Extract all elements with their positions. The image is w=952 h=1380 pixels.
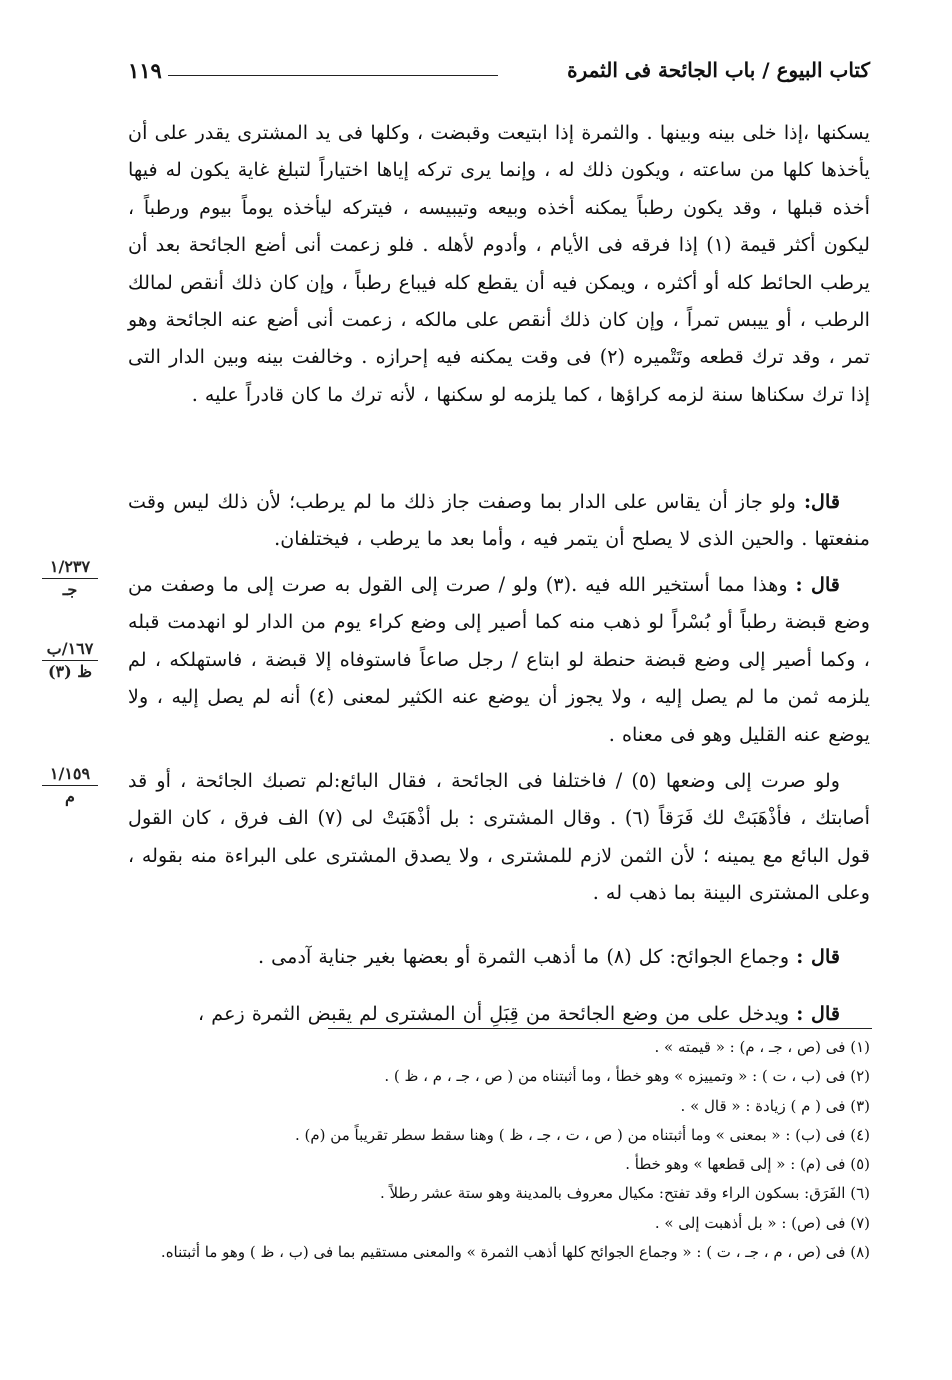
paragraph-5-label: قال : (796, 945, 840, 968)
paragraph-5-text: وجماع الجوائح: كل (٨) ما أذهب الثمرة أو بعضها بغير جناية آدمى . (257, 945, 797, 968)
footnote-2: (٢) فى (ب ، ت ) : « وتمييزه » وهو خطأ ، وما أثبتناه من ( ص ، جـ ، م ، ظ ) . (384, 1067, 870, 1086)
footnote-7: (٧) فى (ص) : « بل أذهبت إلى » . (654, 1213, 870, 1232)
paragraph-3-text: وهذا مما أستخير الله فيه .(٣) ولو / صرت إلى القول به صرت إلى ما وصفت من وضع قبضة رطباً أو بُسْراً لو ذهب منه كما أصير إلى وضع كراء يوم من الدار لو انهدمت قبله ، وكما أصير إلى وضع قبضة حنطة لو ابتاع / رجل صاعاً فاستوفاه إلا قبضة ، فاستهلكه ، لم يلزمه ثمن ما لم يصل إليه ، ولا يجوز أن يوضع عنه الكثير لمعنى (٤) أنه لم يصل إليه ، ولا يوضع عنه القليل وهو فى معناه . (128, 573, 870, 746)
margin-ref-2-top: ١٦٧/ب (46, 639, 94, 658)
margin-ref-3-bottom: م (65, 787, 75, 806)
margin-ref-1-top: ١/٢٣٧ (49, 557, 91, 576)
footnote-4: (٤) فى (ب) : « بمعنى » وما أثبتناه من ( ص ، ت ، جـ ، ظ ) وهنا سقط سطر تقريباً من (م) . (295, 1125, 870, 1144)
paragraph-2-label: قال: (803, 490, 840, 513)
paragraph-2 (128, 483, 870, 558)
margin-ref-3 (38, 765, 102, 806)
paragraph-3-label: قال : (795, 573, 840, 596)
footnotes (128, 1033, 870, 1264)
footnote-8: (٨) فى (ص ، م ، جـ ، ت ) : « وجماع الجوائح كلها أذهب الثمرة » والمعنى مستقيم بما فى (ب ، ظ ) وهو ما أثبتناه. (160, 1243, 870, 1262)
page-number: ١١٩ (128, 58, 162, 83)
paragraph-1-text: يسكنها ،إذا خلى بينه وبينها . والثمرة إذا ابتيعت وقبضت ، وكلها فى يد المشترى يقدر على أن يأخذها كلها من ساعته ، ويكون ذلك له ، وإنما يرى تركه إياها اختياراً لتبلغ غاية يكون له فيها أخذه قبلها ، وقد يكون رطباً يمكنه أخذه وبيعه وتيبيسه ، فيتركه ليأخذه يوماً بيوم ورطباً ، ليكون أكثر قيمة (١) إذا فرقه فى الأيام ، وأدوم لأهله . فلو زعمت أنى أضع الجائحة بعد أن يرطب الحائط كله أو أكثره ، ويمكن فيه أن يقطع كله فيباع رطباً ، وإن كان ذلك أنقص لمالك الرطب ، أو ييبس تمراً ، وإن كان ذلك أنقص على مالكه ، زعمت أنى أضع عنه الجائحة وهو تمر ، وقد ترك قطعه وتَتْميره (٢) فى وقت يمكنه فيه إحرازه . وخالفت بينه وبين الدار التى إذا ترك سكناها سنة لزمه كراؤها ، كما يلزمه لو سكنها ، لأنه ترك ما كان قادراً عليه . (128, 121, 870, 406)
paragraph-6 (128, 995, 870, 1032)
footnote-5: (٥) فى (م) : « إلى قطعها » وهو خطأ . (625, 1155, 870, 1174)
footnote-1: (١) فى (ص ، جـ ، م) : « قيمته » . (654, 1038, 870, 1056)
margin-ref-2-rule (42, 660, 98, 661)
paragraph-2-text: ولو جاز أن يقاس على الدار بما وصفت جاز ذلك ما لم يرطب؛ لأن ذلك ليس وقت منفعتها . والحين الذى لا يصلح أن يتمر فيه ، وأما بعد ما يرطب ، فيختلفان. (128, 490, 870, 551)
margin-ref-3-top: ١/١٥٩ (49, 764, 91, 783)
footnote-6: (٦) الفَرَق: بسكون الراء وقد تفتح: مكيال معروف بالمدينة وهو ستة عشر رطلاً . (379, 1184, 870, 1203)
paragraph-3 (128, 566, 870, 753)
margin-ref-3-rule (42, 785, 98, 786)
paragraph-5 (128, 938, 870, 975)
paragraph-6-text: ويدخل على من وضع الجائحة من قِبَلِ أن المشترى لم يقبض الثمرة زعم ، (198, 1002, 797, 1025)
header-title: كتاب البيوع / باب الجائحة فى الثمرة (567, 58, 870, 82)
footnote-separator (328, 1028, 872, 1029)
paragraph-4-text: ولو صرت إلى وضعها (٥) / فاختلفا فى الجائحة ، فقال البائع:لم تصبك الجائحة ، أو قد أصابتك ، فأذْهَبَتْ لك فَرَقاً (٦) . وقال المشترى : بل أذْهَبَتْ لى (٧) الف فرق ، كان القول قول البائع مع يمينه ؛ لأن الثمن لازم للمشترى ، ولا يصدق المشترى على البراءة منه بقوله ، وعلى المشترى البينة بما ذهب له . (128, 769, 871, 905)
margin-ref-1 (38, 558, 102, 599)
margin-ref-1-rule (42, 578, 98, 579)
footnote-3: (٣) فى ( م ) زيادة : « قال » . (680, 1096, 870, 1115)
running-header (128, 58, 870, 92)
paragraph-1 (128, 114, 870, 413)
margin-ref-2 (38, 640, 102, 681)
header-rule (168, 75, 498, 76)
margin-ref-2-bottom: ظ (٣) (47, 662, 93, 681)
paragraph-6-label: قال : (796, 1002, 840, 1025)
margin-ref-1-bottom: جـ (62, 580, 78, 599)
paragraph-4 (128, 762, 870, 912)
